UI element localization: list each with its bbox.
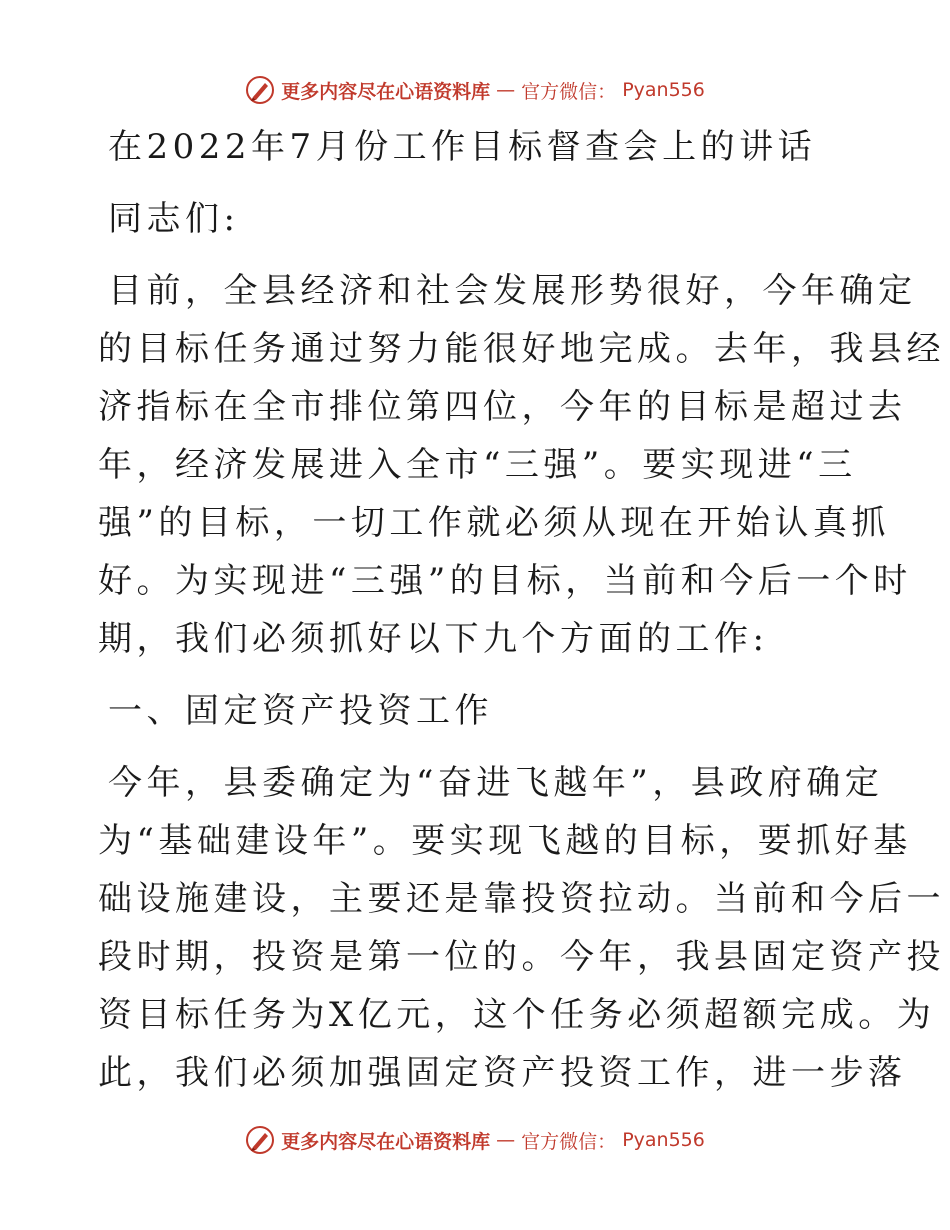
paragraph-1 (98, 262, 945, 668)
paragraph-line: 强”的目标，一切工作就必须从现在开始认真抓 (98, 503, 890, 543)
pen-logo-icon (245, 75, 275, 105)
document-body (98, 118, 945, 1102)
greeting: 同志们: (108, 199, 240, 239)
document-title: 在2022年7月份工作目标督查会上的讲话 (108, 127, 817, 167)
footer-watermark (0, 1120, 950, 1160)
watermark-brand-text: 更多内容尽在心语资料库 (281, 1130, 491, 1153)
section-heading: 一、固定资产投资工作 (108, 691, 493, 731)
paragraph-line: 段时期，投资是第一位的。今年，我县固定资产投 (98, 937, 945, 977)
paragraph-line: 好。为实现进“三强”的目标，当前和今后一个时 (98, 561, 912, 601)
watermark-wechat-id: Pyan556 (622, 1129, 705, 1151)
pen-logo-icon (245, 1125, 275, 1155)
header-watermark (0, 70, 950, 110)
paragraph-line: 今年，县委确定为“奋进飞越年”，县政府确定 (108, 763, 884, 803)
paragraph-line: 期，我们必须抓好以下九个方面的工作: (98, 619, 769, 659)
paragraph-line: 此，我们必须加强固定资产投资工作，进一步落 (98, 1053, 907, 1093)
watermark-separator: — (496, 79, 516, 101)
paragraph-line: 为“基础建设年”。要实现飞越的目标，要抓好基 (98, 821, 912, 861)
paragraph-line: 础设施建设，主要还是靠投资拉动。当前和今后一 (98, 879, 945, 919)
watermark-official-label: 官方微信： (521, 80, 617, 103)
watermark-brand-text: 更多内容尽在心语资料库 (281, 80, 491, 103)
paragraph-line: 年，经济发展进入全市“三强”。要实现进“三 (98, 445, 857, 485)
watermark-official-label: 官方微信： (521, 1130, 617, 1153)
paragraph-line: 目前，全县经济和社会发展形势很好，今年确定 (108, 271, 917, 311)
watermark-wechat-id: Pyan556 (622, 79, 705, 101)
paragraph-line: 资目标任务为X亿元，这个任务必须超额完成。为 (98, 995, 936, 1035)
paragraph-line: 济指标在全市排位第四位，今年的目标是超过去 (98, 387, 907, 427)
paragraph-line: 的目标任务通过努力能很好地完成。去年，我县经 (98, 329, 945, 369)
paragraph-2 (98, 754, 945, 1102)
watermark-separator: — (496, 1129, 516, 1151)
